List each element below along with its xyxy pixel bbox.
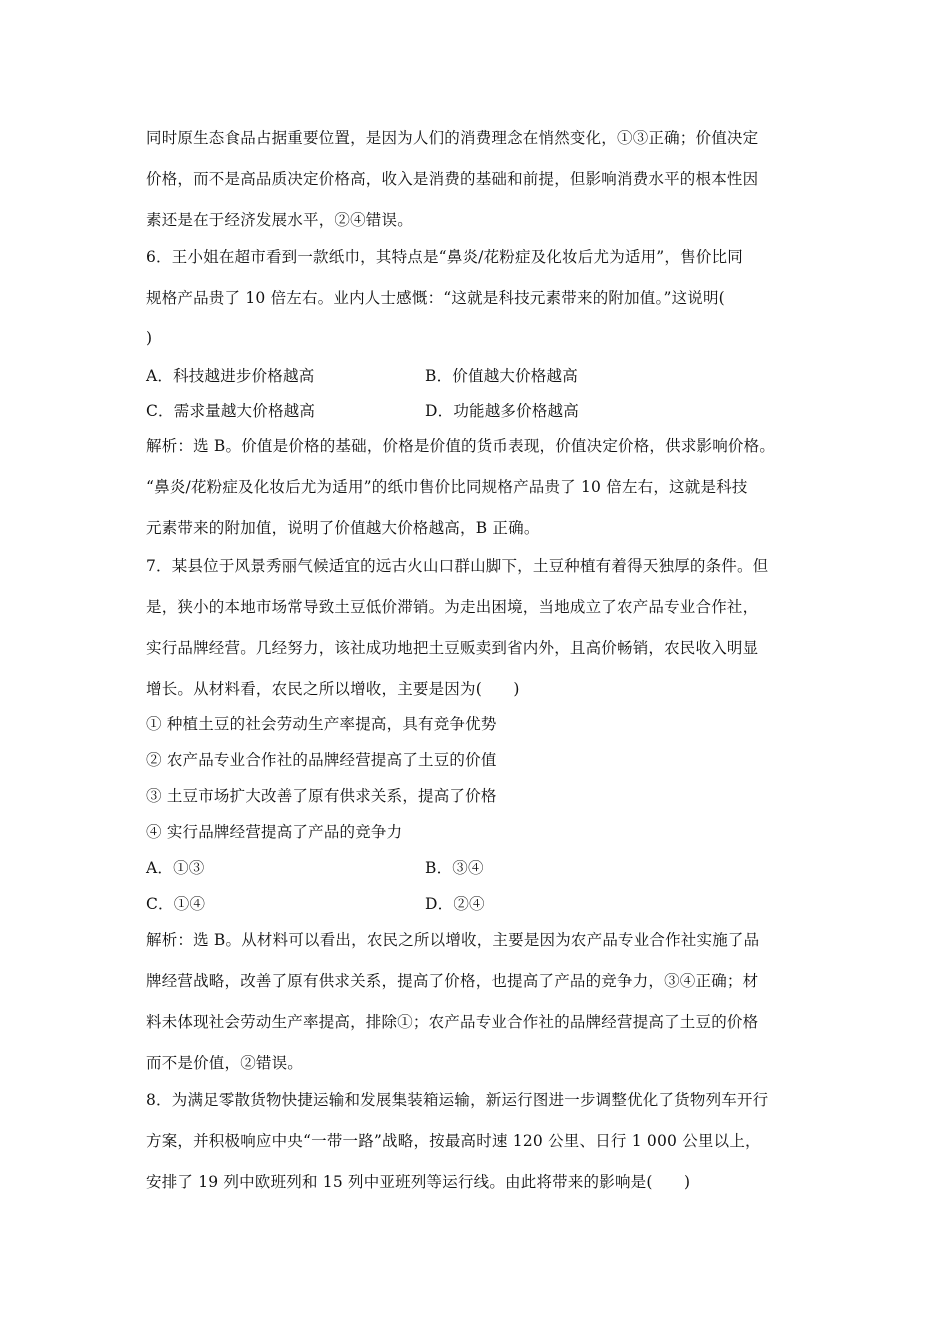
answer-analysis: 解析：选 B。从材料可以看出，农民之所以增收，主要是因为农产品专业合作社实施了品 — [146, 931, 760, 949]
answer-analysis: 而不是价值，②错误。 — [146, 1054, 304, 1072]
option-b: B．价值越大价格越高 — [425, 367, 578, 385]
option-c: C．需求量越大价格越高 — [146, 402, 316, 420]
question-7-stem: 实行品牌经营。几经努力，该社成功地把土豆贩卖到省内外，且高价畅销，农民收入明显 — [146, 639, 759, 657]
option-d: D．②④ — [425, 895, 485, 913]
question-8-stem: 8．为满足零散货物快捷运输和发展集装箱运输，新运行图进一步调整优化了货物列车开行 — [146, 1091, 769, 1109]
text-line: 价格，而不是高品质决定价格高，收入是消费的基础和前提，但影响消费水平的根本性因 — [146, 170, 759, 188]
option-b: B．③④ — [425, 859, 484, 877]
statement-4: ④ 实行品牌经营提高了产品的竞争力 — [146, 823, 403, 841]
question-7-stem: 7．某县位于风景秀丽气候适宜的远古火山口群山脚下，土豆种植有着得天独厚的条件。但 — [146, 557, 769, 575]
statement-1: ① 种植土豆的社会劳动生产率提高，具有竞争优势 — [146, 715, 497, 733]
question-7-stem: 增长。从材料看，农民之所以增收，主要是因为( ) — [146, 680, 520, 698]
answer-analysis: 料未体现社会劳动生产率提高，排除①；农产品专业合作社的品牌经营提高了土豆的价格 — [146, 1013, 759, 1031]
option-c: C．①④ — [146, 895, 206, 913]
answer-analysis: “鼻炎/花粉症及化妆后尤为适用”的纸巾售价比同规格产品贵了 10 倍左右，这就是科技 — [146, 478, 748, 496]
question-6-stem: ) — [146, 329, 153, 347]
answer-analysis: 牌经营战略，改善了原有供求关系，提高了价格，也提高了产品的竞争力，③④正确；材 — [146, 972, 759, 990]
question-8-stem: 安排了 19 列中欧班列和 15 列中亚班列等运行线。由此将带来的影响是( ) — [146, 1173, 691, 1191]
option-a: A．科技越进步价格越高 — [146, 367, 315, 385]
statement-3: ③ 土豆市场扩大改善了原有供求关系，提高了价格 — [146, 787, 497, 805]
option-a: A．①③ — [146, 859, 205, 877]
question-6-stem: 规格产品贵了 10 倍左右。业内人士感慨：“这就是科技元素带来的附加值。”这说明( — [146, 289, 725, 307]
question-7-stem: 是，狭小的本地市场常导致土豆低价滞销。为走出困境，当地成立了农产品专业合作社， — [146, 598, 759, 616]
question-8-stem: 方案，并积极响应中央“一带一路”战略，按最高时速 120 公里、日行 1 000 公里以上， — [146, 1132, 761, 1150]
text-line: 同时原生态食品占据重要位置，是因为人们的消费理念在悄然变化，①③正确；价值决定 — [146, 129, 759, 147]
statement-2: ② 农产品专业合作社的品牌经营提高了土豆的价值 — [146, 751, 497, 769]
option-d: D．功能越多价格越高 — [425, 402, 579, 420]
text-line: 素还是在于经济发展水平，②④错误。 — [146, 211, 413, 229]
answer-analysis: 元素带来的附加值，说明了价值越大价格越高，B 正确。 — [146, 519, 540, 537]
question-6-stem: 6．王小姐在超市看到一款纸巾，其特点是“鼻炎/花粉症及化妆后尤为适用”，售价比同 — [146, 248, 743, 266]
answer-analysis: 解析：选 B。价值是价格的基础，价格是价值的货币表现，价值决定价格，供求影响价格。 — [146, 437, 776, 455]
